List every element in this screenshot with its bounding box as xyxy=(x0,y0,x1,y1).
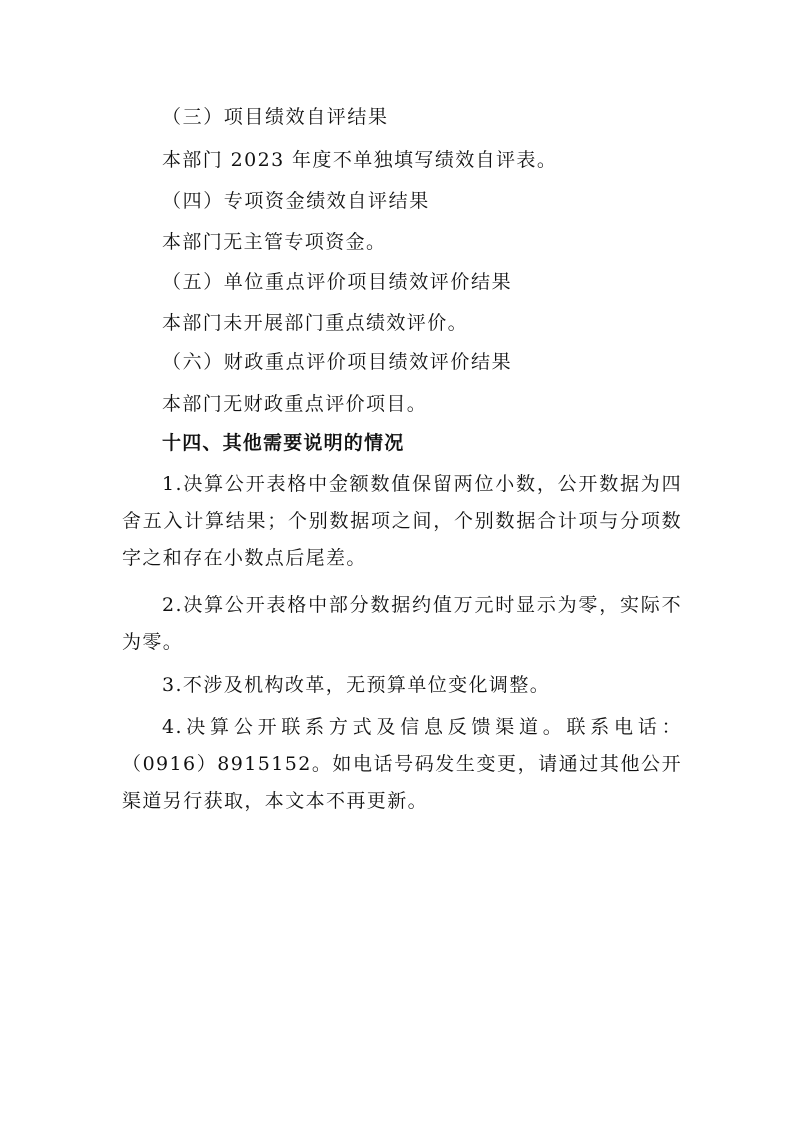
section-6-heading: （六）财政重点评价项目绩效评价结果 xyxy=(162,351,513,373)
section-6-body: 本部门无财政重点评价项目。 xyxy=(162,393,428,415)
note-item-2: 2.决算公开表格中部分数据约值万元时显示为零，实际不为零。 xyxy=(122,594,682,653)
other-info-heading: 十四、其他需要说明的情况 xyxy=(162,432,405,454)
section-3-body: 本部门 2023 年度不单独填写绩效自评表。 xyxy=(162,149,558,171)
section-4-body: 本部门无主管专项资金。 xyxy=(162,231,387,253)
section-3-heading: （三）项目绩效自评结果 xyxy=(162,106,389,128)
section-4-heading: （四）专项资金绩效自评结果 xyxy=(162,190,430,212)
note-item-1: 1.决算公开表格中金额数值保留两位小数，公开数据为四舍五入计算结果；个别数据项之间，个别数据合计项与分项数字之和存在小数点后尾差。 xyxy=(122,473,682,569)
note-item-4: 4.决算公开联系方式及信息反馈渠道。联系电话：（0916）8915152。如电话号码发生变更，请通过其他公开渠道另行获取，本文本不再更新。 xyxy=(122,716,682,812)
note-item-3: 3.不涉及机构改革，无预算单位变化调整。 xyxy=(162,674,551,696)
section-5-body: 本部门未开展部门重点绩效评价。 xyxy=(162,312,469,334)
section-5-heading: （五）单位重点评价项目绩效评价结果 xyxy=(162,271,513,293)
